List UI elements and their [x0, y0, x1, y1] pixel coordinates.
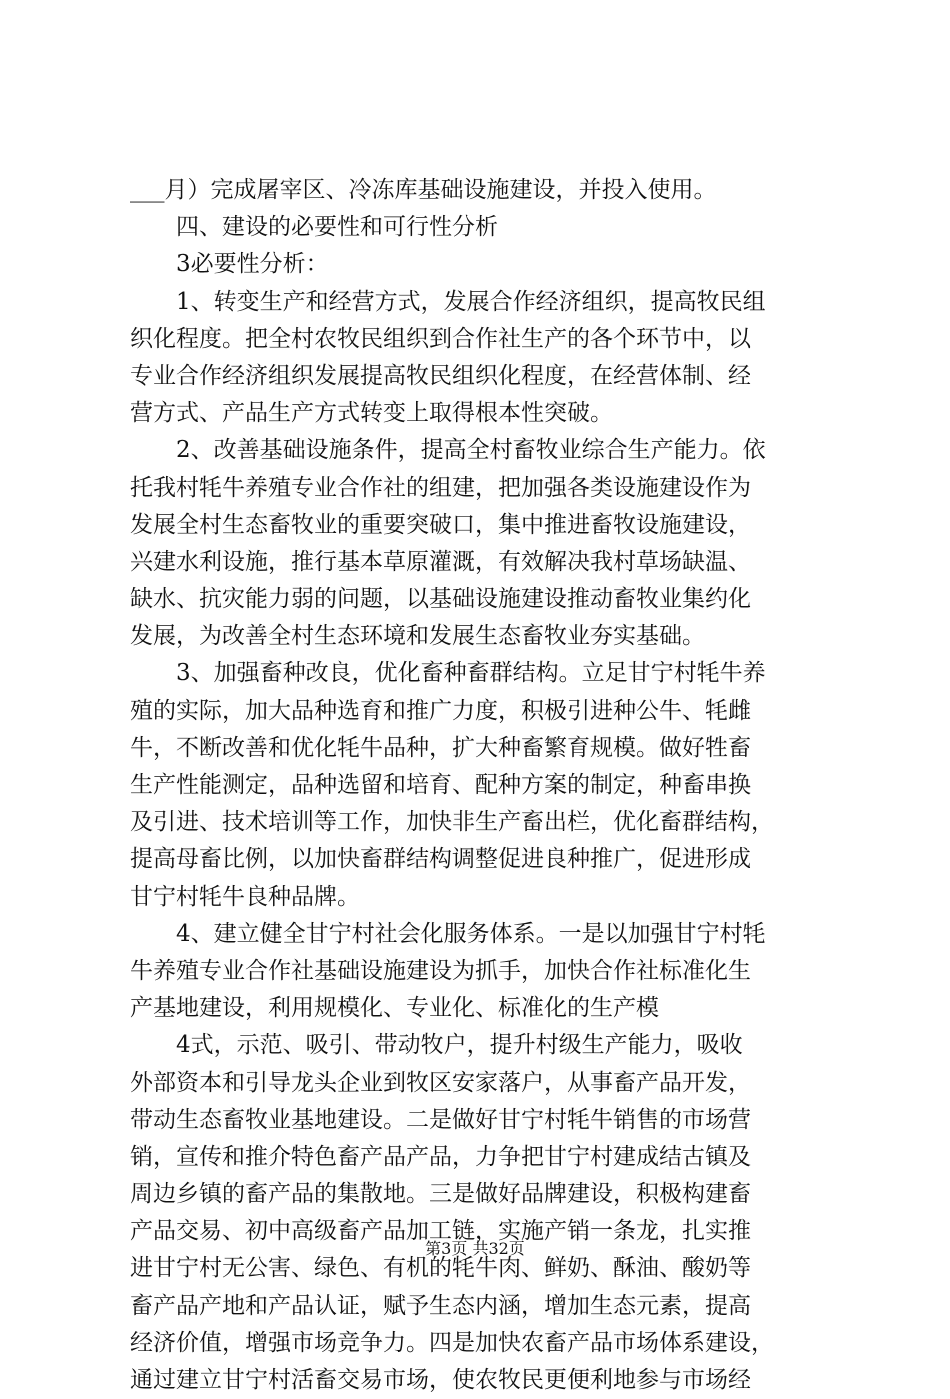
text-line: 及引进、技术培训等工作，加快非生产畜出栏，优化畜群结构，: [130, 809, 774, 836]
text-line: 2、改善基础设施条件，提高全村畜牧业综合生产能力。依: [176, 437, 766, 464]
text-line: 4、建立健全甘宁村社会化服务体系。一是以加强甘宁村牦: [176, 920, 766, 947]
text-line: 产基地建设，利用规模化、专业化、标准化的生产模: [130, 995, 659, 1022]
text-line: 外部资本和引导龙头企业到牧区安家落户，从事畜产品开发，: [130, 1069, 751, 1096]
text-line: 3、加强畜种改良，优化畜种畜群结构。立足甘宁村牦牛养: [176, 660, 766, 687]
page-number-footer: 第3页 共32页: [425, 1239, 525, 1258]
text-line: 兴建水利设施，推行基本草原灌溉，有效解决我村草场缺温、: [130, 548, 751, 575]
text-line: 牛养殖专业合作社基础设施建设为抓手，加快合作社标准化生: [130, 957, 751, 984]
document-body: [130, 172, 830, 1399]
text-line: 织化程度。把全村农牧民组织到合作社生产的各个环节中，以: [130, 325, 751, 352]
text-line: ___月）完成屠宰区、冷冻库基础设施建设，并投入使用。: [130, 177, 717, 203]
subsection-heading: 3必要性分析：: [176, 251, 329, 278]
text-line: 1、转变生产和经营方式，发展合作经济组织，提高牧民组: [176, 288, 766, 315]
text-line: 殖的实际，加大品种选育和推广力度，积极引进种公牛、牦雌: [130, 697, 751, 724]
text-line: 周边乡镇的畜产品的集散地。三是做好品牌建设，积极构建畜: [130, 1181, 751, 1208]
text-line: 发展，为改善全村生态环境和发展生态畜牧业夯实基础。: [130, 623, 705, 650]
text-line: 经济价值，增强市场竞争力。四是加快农畜产品市场体系建设，: [130, 1329, 774, 1356]
text-line: 发展全村生态畜牧业的重要突破口，集中推进畜牧设施建设，: [130, 511, 751, 538]
text-line: 产品交易、初中高级畜产品加工链，实施产销一条龙，扎实推: [130, 1218, 751, 1245]
section-heading: 四、建设的必要性和可行性分析: [176, 214, 498, 241]
text-line: 带动生态畜牧业基地建设。二是做好甘宁村牦牛销售的市场营: [130, 1106, 751, 1133]
text-line: 4式，示范、吸引、带动牧户，提升村级生产能力，吸收: [176, 1032, 743, 1059]
text-line: 牛，不断改善和优化牦牛品种，扩大种畜繁育规模。做好牲畜: [130, 734, 751, 761]
text-line: 营方式、产品生产方式转变上取得根本性突破。: [130, 400, 613, 427]
text-line: 托我村牦牛养殖专业合作社的组建，把加强各类设施建设作为: [130, 474, 751, 501]
text-line: 专业合作经济组织发展提高牧民组织化程度，在经营体制、经: [130, 362, 751, 389]
text-line: 缺水、抗灾能力弱的问题，以基础设施建设推动畜牧业集约化: [130, 586, 751, 613]
text-line: 进甘宁村无公害、绿色、有机的牦牛肉、鲜奶、酥油、酸奶等: [130, 1255, 751, 1282]
text-line: 通过建立甘宁村活畜交易市场，使农牧民更便利地参与市场经: [130, 1367, 751, 1393]
text-line: 提高母畜比例，以加快畜群结构调整促进良种推广，促进形成: [130, 846, 751, 873]
text-line: 销，宣传和推介特色畜产品产品，力争把甘宁村建成结古镇及: [130, 1143, 751, 1170]
text-line: 畜产品产地和产品认证，赋予生态内涵，增加生态元素，提高: [130, 1292, 751, 1319]
text-line: 甘宁村牦牛良种品牌。: [130, 883, 360, 910]
text-line: 生产性能测定，品种选留和培育、配种方案的制定，种畜串换: [130, 772, 751, 798]
